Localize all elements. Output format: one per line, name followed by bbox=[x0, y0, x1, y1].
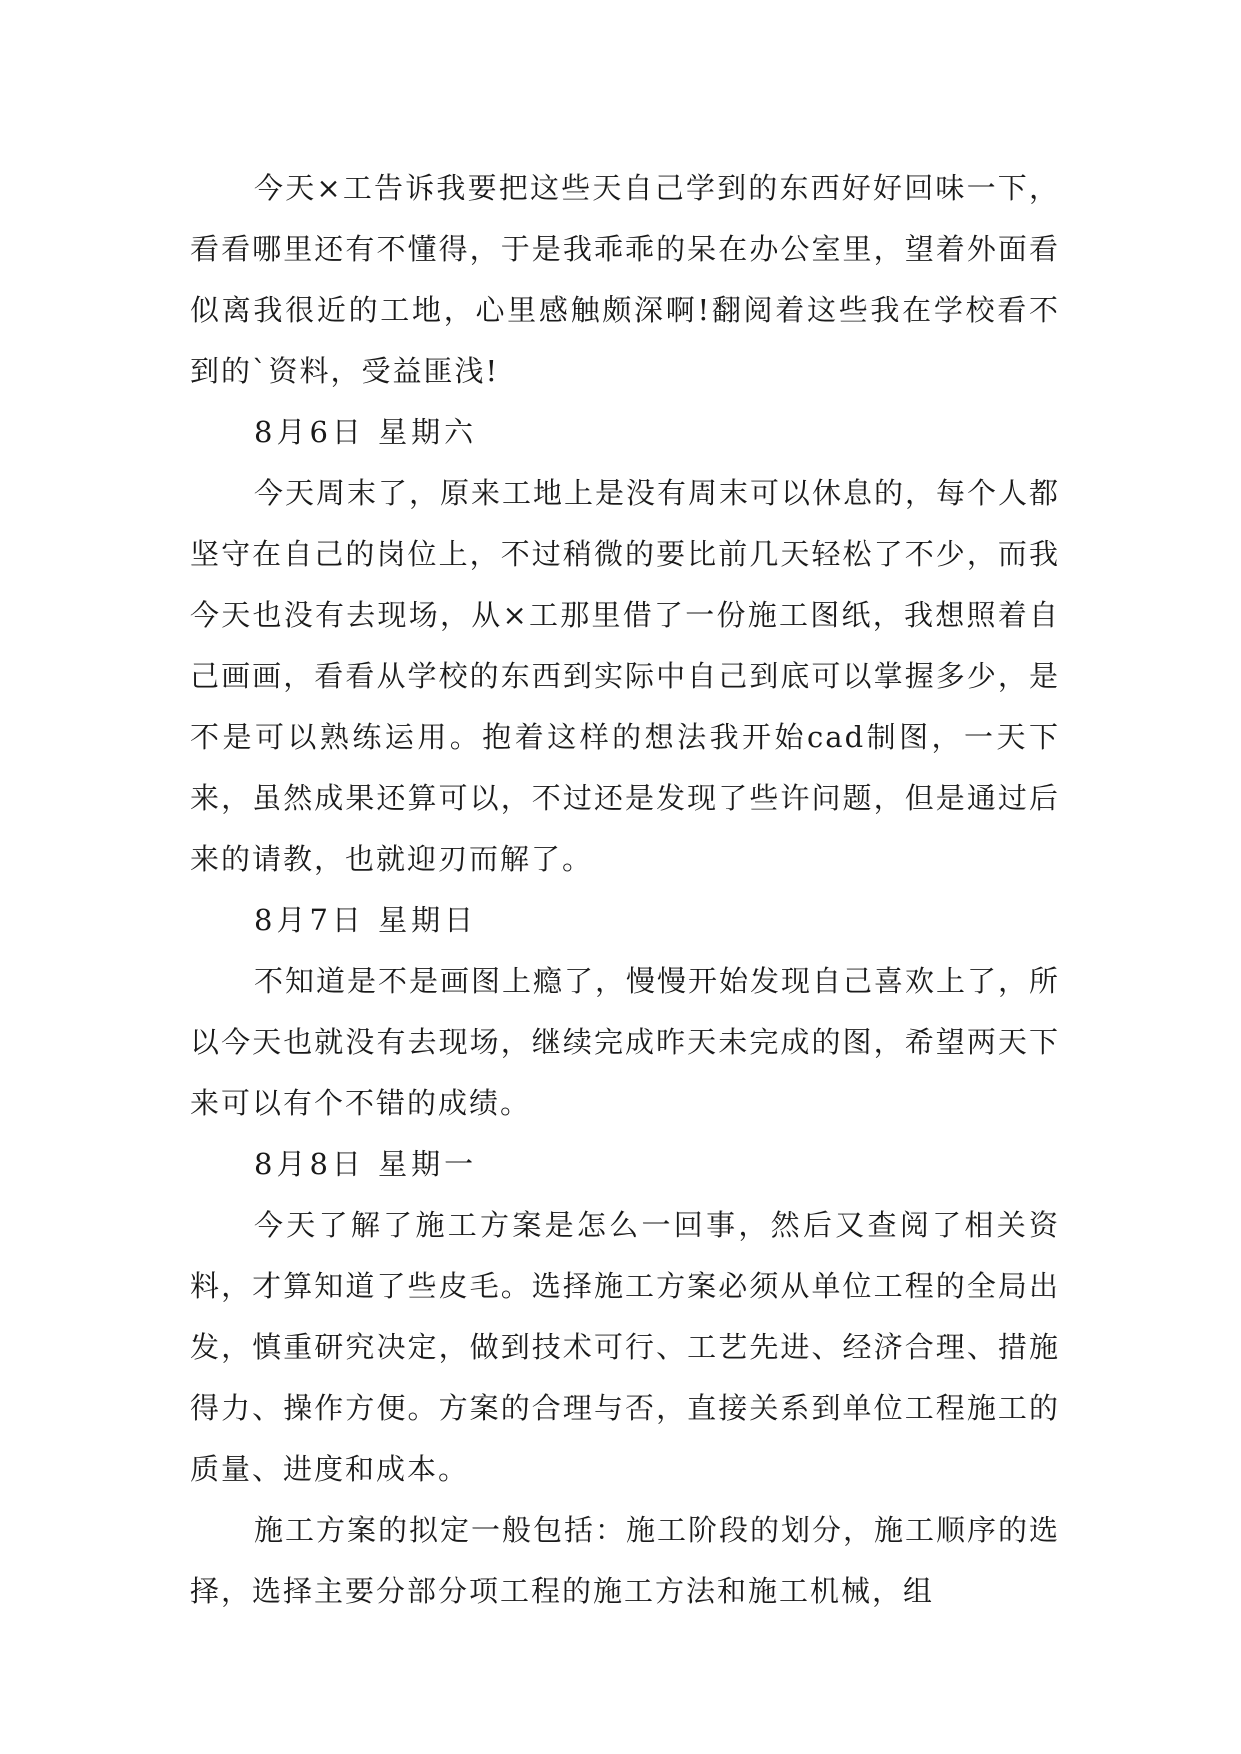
diary-date-aug6: 8月6日 星期六 bbox=[254, 415, 478, 449]
paragraph-weekend-drawing: 今天周末了，原来工地上是没有周末可以休息的，每个人都坚守在自己的岗位上，不过稍微的要比前几天轻松了不少，而我今天也没有去现场，从×工那里借了一份施工图纸，我想照着自己画画，看看从学校的东西到实际中自己到底可以掌握多少，是不是可以熟练运用。抱着这样的想法我开始cad制图，一天下来，虽然成果还算可以，不过还是发现了些许问题，但是通过后来的请教，也就迎刃而解了。 bbox=[190, 476, 1061, 876]
paragraph-drawing-habit: 不知道是不是画图上瘾了，慢慢开始发现自己喜欢上了，所以今天也就没有去现场，继续完成昨天未完成的图，希望两天下来可以有个不错的成绩。 bbox=[190, 964, 1061, 1120]
paragraph-reflection: 今天×工告诉我要把这些天自己学到的东西好好回味一下，看看哪里还有不懂得，于是我乖乖的呆在办公室里，望着外面看似离我很近的工地，心里感触颇深啊!翻阅着这些我在学校看不到的`资料，受益匪浅! bbox=[190, 171, 1060, 388]
diary-date-aug7: 8月7日 星期日 bbox=[254, 903, 478, 937]
diary-date-aug8: 8月8日 星期一 bbox=[254, 1147, 478, 1181]
document-body bbox=[190, 158, 1060, 1622]
paragraph-plan-contents: 施工方案的拟定一般包括：施工阶段的划分，施工顺序的选择，选择主要分部分项工程的施工方法和施工机械，组 bbox=[190, 1513, 1061, 1608]
paragraph-construction-plan: 今天了解了施工方案是怎么一回事，然后又查阅了相关资料，才算知道了些皮毛。选择施工方案必须从单位工程的全局出发，慎重研究决定，做到技术可行、工艺先进、经济合理、措施得力、操作方便。方案的合理与否，直接关系到单位工程施工的质量、进度和成本。 bbox=[190, 1208, 1060, 1486]
